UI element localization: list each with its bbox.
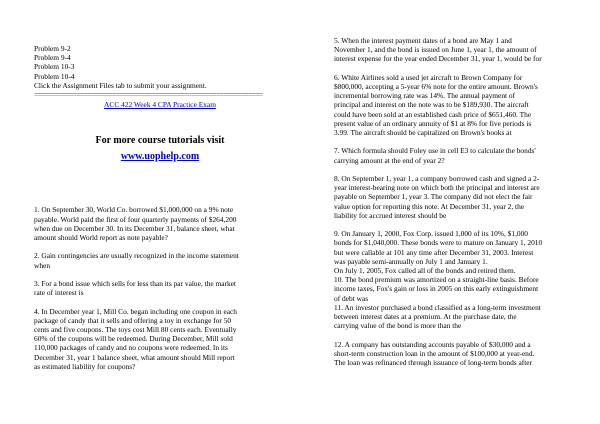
q5-line: November 1, and the bond is issued on June 1, year 1, the amount of	[334, 45, 537, 55]
q11-line: carrying value of the bond is more than the	[334, 321, 462, 331]
q5-line: interest expense for the year ended December 31, year 1, would be for	[334, 54, 542, 64]
q9-line: was payable semi-annually on July 1 and January 1.	[334, 256, 488, 266]
q4-line: cents and five coupons. The toys cost Mill 80 cents each. Eventually	[34, 325, 237, 335]
q8-line: value option for reporting this note. At December 31, year 2, the	[334, 201, 525, 211]
q12-line: The loan was refinanced through issuance of long-term bonds after	[334, 358, 533, 368]
q3-line: rate of interest is	[34, 288, 84, 298]
question-7	[334, 146, 596, 164]
q2-line: when	[34, 260, 51, 270]
q6-line: 6. White Airlines sold a used jet aircraft to Brown Company for	[334, 72, 523, 82]
q4-line: 60% of the coupons will be redeemed. During December, Mill sold	[34, 334, 233, 344]
q6-line: $800,000, accepting a 5-year 6% note for the entire amount. Brown's	[334, 82, 538, 91]
header-line-2: Problem 9-4	[34, 53, 71, 63]
question-1	[34, 205, 286, 242]
q2-line: 2. Gain contingencies are usually recognized in the income statement	[34, 251, 239, 261]
q6-line: incremental borrowing rate was 14%. The annual payment of	[334, 91, 516, 101]
q4-line: package of candy that it sells and offering a toy in exchange for 50	[34, 315, 232, 325]
q11-line: 11. An investor purchased a bond classified as a long-term investment	[334, 302, 541, 312]
right-column	[334, 36, 596, 367]
q7-line: carrying amount at the end of year 2?	[334, 155, 445, 165]
q9-line: On July 1, 2005, Fox called all of the bonds and retired them.	[334, 266, 516, 276]
question-11	[334, 303, 596, 331]
q8-line: payable on September 1, year 3. The company did not elect the fair	[334, 192, 533, 202]
q1-line: amount should World report as note payable?	[34, 233, 168, 243]
q4-line: as estimated liability for coupons?	[34, 361, 136, 371]
q9-line: bonds for $1,040,000. These bonds were to mature on January 1, 2010	[334, 238, 543, 248]
question-8	[334, 174, 596, 220]
site-link[interactable]: www.uophelp.com	[120, 151, 200, 163]
q1-line: when due on December 30. In its December 31, balance sheet, what	[34, 223, 235, 233]
q6-line: 3.99. The aircraft should be capitalized on Brown's books at	[334, 128, 512, 138]
header-line-3: Problem 10-3	[34, 62, 75, 72]
header-line-5: Click the Assignment Files tab to submit your assignment.	[34, 80, 207, 90]
question-5	[334, 36, 596, 64]
exam-title-link[interactable]: ACC 422 Week 4 CPA Practice Exam	[104, 100, 216, 110]
question-2	[34, 251, 286, 269]
q4-line: December 31, year 1 balance sheet, what amount should Mill report	[34, 352, 235, 362]
left-column	[34, 44, 286, 371]
promo-text: For more course tutorials visit	[95, 135, 225, 147]
q6-line: could have been sold at an established cash price of $651,460. The	[334, 109, 532, 119]
q9-line: 9. On January 1, 2000, Fox Corp. issued 1,000 of its 10%, $1,000	[334, 229, 528, 239]
question-6	[334, 73, 596, 137]
q10-line: 10. The bond premium was amortized on a straight-line basis. Before	[334, 275, 539, 285]
q10-line: of debt was	[334, 293, 369, 303]
q6-line: present value of an ordinary annuity of $1 at 8% for five periods is	[334, 118, 532, 128]
q6-line: principal and interest on the note was to be $189,930. The aircraft	[334, 100, 529, 110]
question-12	[334, 340, 596, 368]
q9-line: but were callable at 101 any time after December 31, 2003. Interest	[334, 247, 534, 257]
question-9-10	[334, 229, 596, 303]
q8-line: year interest-bearing note on which both the principal and interest are	[334, 183, 540, 193]
q10-line: income taxes, Fox's gain or loss in 2005 on this early extinguishment	[334, 284, 539, 294]
q8-line: 8. On September 1, year 1, a company borrowed cash and signed a 2-	[334, 174, 540, 183]
header-line-1: Problem 9-2	[34, 44, 71, 53]
q12-line: short-term construction loan in the amount of $100,000 at year-end.	[334, 348, 535, 358]
q1-line: payable. World paid the first of four quarterly payments of $264,200	[34, 214, 237, 224]
q11-line: between interest dates at a premium. At the purchase date, the	[334, 312, 517, 322]
q4-line: 110,000 packages of candy and no coupons were redeemed. In its	[34, 343, 228, 353]
header-line-4: Problem 10-4	[34, 71, 75, 81]
question-3	[34, 279, 286, 297]
q8-line: liability for accrued interest should be	[334, 210, 447, 220]
separator: ================================================================	[34, 90, 263, 100]
question-4	[34, 307, 286, 371]
q3-line: 3. For a bond issue which sells for less than its par value, the market	[34, 279, 236, 289]
q7-line: 7. Which formula should Foley use in cell E3 to calculate the bonds'	[334, 146, 536, 156]
q4-line: 4. In December year 1, Mill Co. began including one coupon in each	[34, 306, 237, 316]
q5-line: 5. When the interest payment dates of a bond are May 1 and	[334, 36, 512, 45]
q1-line: 1. On September 30, World Co. borrowed $1,000,000 on a 9% note	[34, 205, 234, 215]
q12-line: 12. A company has outstanding accounts payable of $30,000 and a	[334, 339, 531, 349]
